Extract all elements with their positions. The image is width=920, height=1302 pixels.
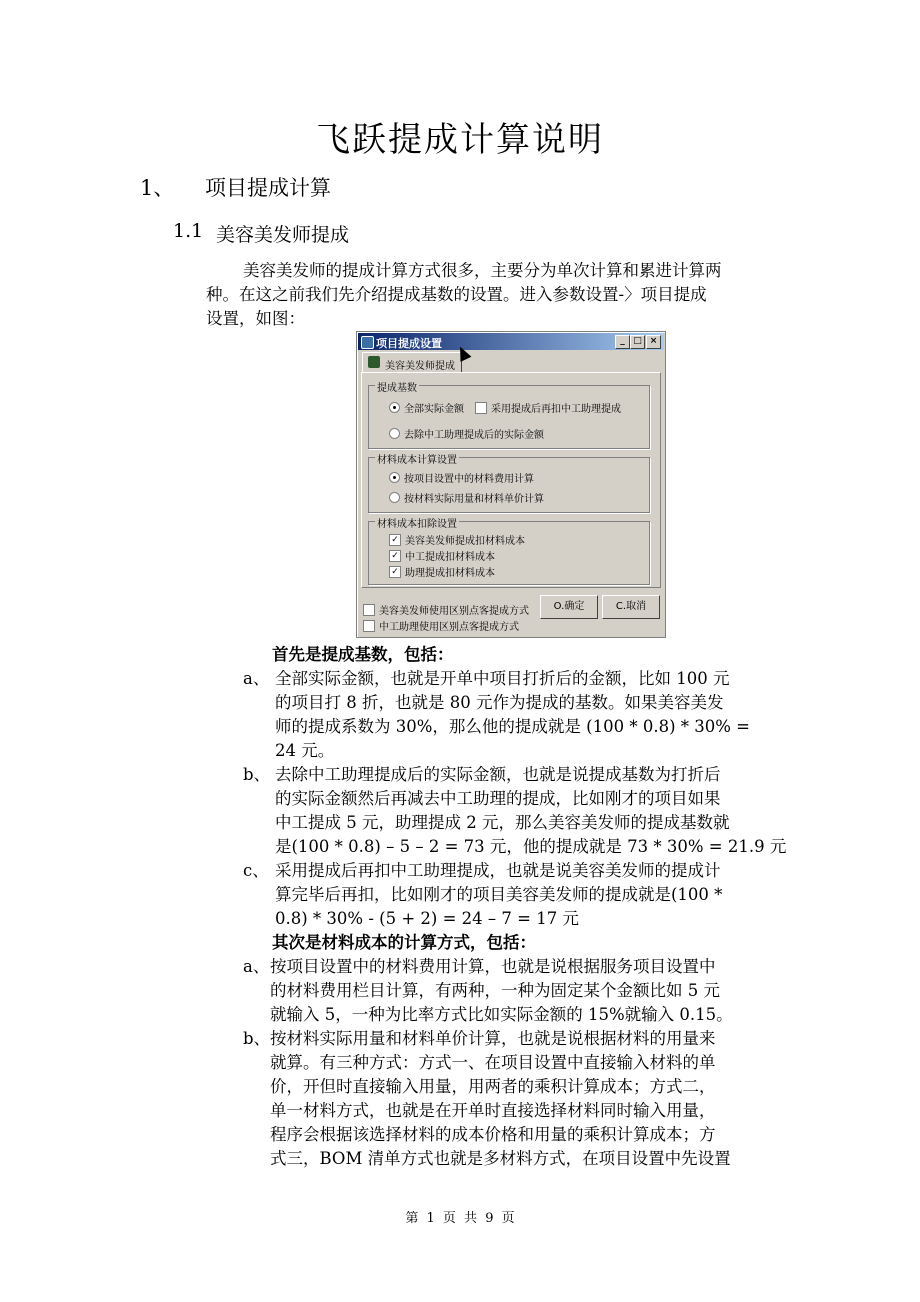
radio-minus-assistant[interactable] [389, 426, 544, 441]
page-footer: 第 1 页 共 9 页 [405, 1211, 515, 1226]
second-item-b-line: 价，开但时直接输入用量，用两者的乘积计算成本；方式二， [270, 1077, 716, 1096]
radio-actual-usage[interactable] [389, 490, 544, 505]
tab-label: 美容美发师提成 [385, 361, 455, 372]
group-label: 材料成本扣除设置 [375, 515, 459, 530]
first-item-c-line: 0.8) * 30% - (5 + 2) = 24 – 7 = 17 元 [275, 909, 579, 928]
checkbox-label: 中工助理使用区别点客提成方式 [379, 622, 519, 633]
second-item-b-line: 就算。有三种方式：方式一、在项目设置中直接输入材料的单 [270, 1053, 716, 1072]
second-heading: 其次是材料成本的计算方式，包括： [272, 933, 536, 952]
first-item-a-mark: a、 [243, 669, 270, 688]
checkbox-label: 美容美发师使用区别点客提成方式 [379, 606, 529, 617]
second-item-b-line: 单一材料方式，也就是在开单时直接选择材料同时输入用量， [270, 1101, 716, 1120]
first-heading: 首先是提成基数，包括： [272, 645, 454, 664]
radio-label: 按项目设置中的材料费用计算 [404, 474, 534, 485]
checkbox-deduct-after[interactable] [475, 400, 621, 415]
checkbox-label: 中工提成扣材料成本 [405, 552, 495, 563]
second-item-b-line: 式三，BOM 清单方式也就是多材料方式，在项目设置中先设置 [270, 1149, 731, 1168]
first-item-c-mark: c、 [243, 861, 269, 880]
second-item-a-line: 按项目设置中的材料费用计算，也就是说根据服务项目设置中 [270, 957, 716, 976]
first-item-b-mark: b、 [243, 765, 271, 784]
checkbox-stylist-deduct[interactable] [389, 532, 525, 547]
intro-line-2: 种。在这之前我们先介绍提成基数的设置。进入参数设置-〉项目提成 [206, 285, 707, 304]
dialog-title: 项目提成设置 [376, 337, 442, 350]
second-item-a-line: 就输入 5，一种为比率方式比如实际金额的 15%就输入 0.15。 [270, 1005, 733, 1024]
app-icon [361, 336, 374, 349]
radio-all-amount[interactable] [389, 400, 464, 415]
radio-icon [389, 492, 400, 503]
intro-line-1: 美容美发师的提成计算方式很多，主要分为单次计算和累进计算两 [243, 261, 722, 280]
checkbox-assistant-guest-mode[interactable] [363, 618, 519, 633]
second-item-b-line: 按材料实际用量和材料单价计算，也就是说根据材料的用量来 [270, 1029, 716, 1048]
radio-icon [389, 402, 400, 413]
first-item-b-line: 去除中工助理提成后的实际金额，也就是说提成基数为打折后 [275, 765, 721, 784]
first-item-a-line: 24 元。 [275, 741, 335, 760]
checkbox-label: 采用提成后再扣中工助理提成 [491, 404, 621, 415]
second-item-b-mark: b、 [243, 1029, 271, 1048]
first-item-a-line: 全部实际金额，也就是开单中项目打折后的金额，比如 100 元 [275, 669, 730, 688]
checkbox-stylist-guest-mode[interactable] [363, 602, 529, 617]
group-label: 提成基数 [375, 379, 419, 394]
checkbox-icon [363, 620, 375, 632]
minimize-icon[interactable]: _ [615, 335, 630, 349]
group-commission-base [368, 385, 650, 449]
radio-label: 去除中工助理提成后的实际金额 [404, 430, 544, 441]
heading1-text: 项目提成计算 [205, 176, 331, 200]
checkbox-icon [363, 604, 375, 616]
tab-icon [368, 356, 380, 368]
document-title: 飞跃提成计算说明 [316, 120, 604, 160]
heading2-number: 1.1 [173, 220, 204, 242]
first-item-b-line: 的实际金额然后再减去中工助理的提成，比如刚才的项目如果 [275, 789, 721, 808]
group-label: 材料成本计算设置 [375, 451, 459, 466]
second-item-b-line: 程序会根据该选择材料的成本价格和用量的乘积计算成本；方 [270, 1125, 716, 1144]
group-material-cost-deduct [368, 521, 650, 585]
ok-button[interactable]: O.确定 [540, 595, 598, 619]
intro-line-3: 设置，如图： [206, 309, 305, 328]
checkbox-label: 助理提成扣材料成本 [405, 568, 495, 579]
first-item-b-line: 是(100 * 0.8) – 5 – 2 = 73 元，他的提成就是 73 * 30% = 21.9 元 [275, 837, 787, 856]
radio-icon [389, 428, 400, 439]
first-item-c-line: 采用提成后再扣中工助理提成，也就是说美容美发师的提成计 [275, 861, 721, 880]
heading2-text: 美容美发师提成 [216, 224, 350, 246]
cancel-button[interactable]: C.取消 [602, 595, 660, 619]
close-icon[interactable]: × [646, 335, 661, 349]
radio-icon [389, 472, 400, 483]
checkbox-assistant-deduct[interactable] [389, 564, 495, 579]
radio-label: 全部实际金额 [404, 404, 464, 415]
tab-panel [361, 372, 661, 588]
group-material-cost-calc [368, 457, 650, 513]
first-item-c-line: 算完毕后再扣，比如刚才的项目美容美发师的提成就是(100 * [275, 885, 723, 904]
checkbox-label: 美容美发师提成扣材料成本 [405, 536, 525, 547]
radio-label: 按材料实际用量和材料单价计算 [404, 494, 544, 505]
checkbox-icon: ✓ [389, 566, 401, 578]
tab-stylist-commission[interactable] [362, 352, 462, 373]
checkbox-icon: ✓ [389, 534, 401, 546]
first-item-a-line: 师的提成系数为 30%，那么他的提成就是 (100 * 0.8) * 30% = [275, 717, 750, 736]
second-item-a-line: 的材料费用栏目计算，有两种，一种为固定某个金额比如 5 元 [270, 981, 720, 1000]
heading1-number: 1、 [140, 176, 175, 200]
maximize-icon[interactable]: □ [630, 335, 645, 349]
checkbox-icon: ✓ [389, 550, 401, 562]
checkbox-icon [475, 402, 487, 414]
radio-item-material-fee[interactable] [389, 470, 534, 485]
dialog-titlebar [358, 333, 664, 350]
second-item-a-mark: a、 [243, 957, 270, 976]
first-item-b-line: 中工提成 5 元，助理提成 2 元，那么美容美发师的提成基数就 [275, 813, 730, 832]
first-item-a-line: 的项目打 8 折，也就是 80 元作为提成的基数。如果美容美发 [275, 693, 724, 712]
checkbox-mid-deduct[interactable] [389, 548, 495, 563]
settings-dialog [356, 331, 666, 638]
